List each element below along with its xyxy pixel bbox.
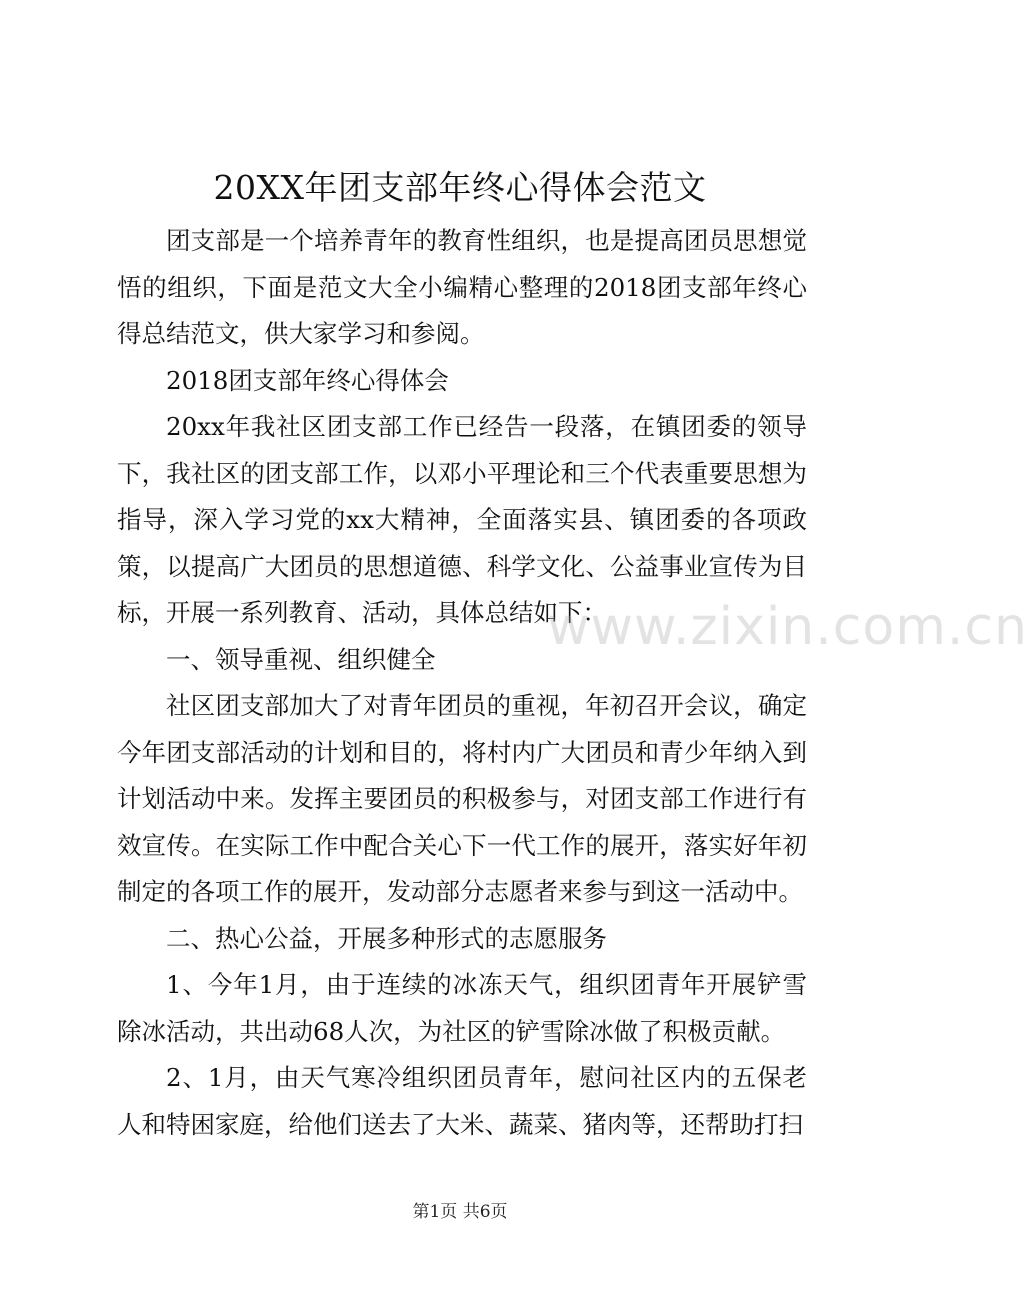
section-heading-1: 一、领导重视、组织健全 [166,644,436,674]
section-heading-2: 二、热心公益，开展多种形式的志愿服务 [166,923,607,953]
paragraph-subtitle: 2018团支部年终心得体会 [166,365,449,395]
document-body [117,218,807,1148]
paragraph-intro: 团支部是一个培养青年的教育性组织，也是提高团员思想觉悟的组织，下面是范文大全小编精心整理的2018团支部年终心得总结范文，供大家学习和参阅。 [117,226,807,348]
paragraph-item-1: 1、今年1月，由于连续的冰冻天气，组织团青年开展铲雪除冰活动，共出动68人次，为社区的铲雪除冰做了积极贡献。 [117,970,807,1046]
watermark: www.zixin.com.cn [547,597,1028,657]
document-title: 20XX年团支部年终心得体会范文 [213,168,707,207]
paragraph-section-1: 社区团支部加大了对青年团员的重视，年初召开会议，确定今年团支部活动的计划和目的，将村内广大团员和青少年纳入到计划活动中来。发挥主要团员的积极参与，对团支部工作进行有效宣传。在实际工作中配合关心下一代工作的展开，落实好年初制定的各项工作的展开，发动部分志愿者来参与到这一活动中。 [117,691,807,906]
page-footer: 第1页 共6页 [412,1202,508,1222]
paragraph-summary: 20xx年我社区团支部工作已经告一段落，在镇团委的领导下，我社区的团支部工作，以邓小平理论和三个代表重要思想为指导，深入学习党的xx大精神，全面落实县、镇团委的各项政策，以提高广大团员的思想道德、科学文化、公益事业宣传为目标，开展一系列教育、活动，具体总结如下： [117,412,807,627]
paragraph-item-2: 2、1月，由天气寒冷组织团员青年，慰问社区内的五保老人和特困家庭，给他们送去了大米、蔬菜、猪肉等，还帮助打扫 [117,1063,807,1139]
